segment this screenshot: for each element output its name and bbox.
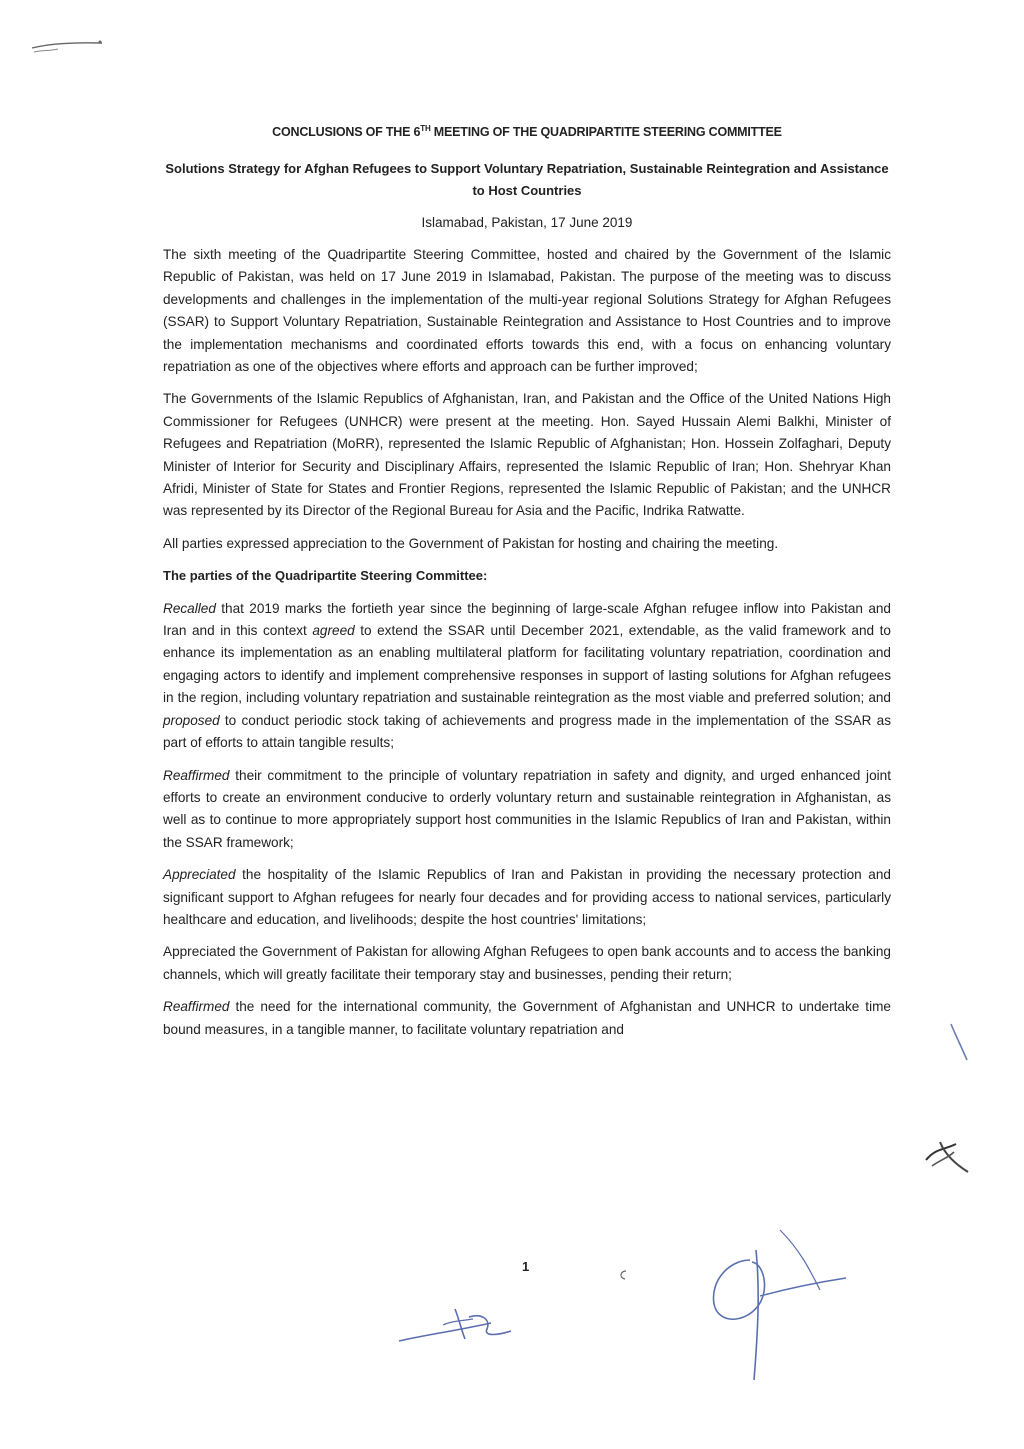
- stamp-scribble-top-left: [28, 34, 108, 62]
- section-heading: The parties of the Quadripartite Steering Committee:: [163, 568, 488, 584]
- emphasis-word: agreed: [312, 623, 355, 639]
- paragraph-participants: The Governments of the Islamic Republics of Afghanistan, Iran, and Pakistan and the Office of the United Nations High Commissioner for Refugees (UNHCR) were present at the meeting. Hon. Sayed Hussain Alemi Balkhi, Minister of Refugees and Repatriation (MoRR), represented the Islamic Republic of Afghanistan; Hon. Hossein Zolfaghari, Deputy Minister of Interior for Security and Disciplinary Affairs, represented the Islamic Republic of Iran; Hon. Shehryar Khan Afridi, Minister of State for States and Frontier Regions, represented the Islamic Republic of Pakistan; and the UNHCR was represented by its Director of the Regional Bureau for Asia and the Pacific, Indrika Ratwatte.: [163, 391, 891, 519]
- paragraph-appreciation: All parties expressed appreciation to the Government of Pakistan for hosting and chairing the meeting.: [163, 535, 779, 551]
- document-title: [163, 118, 891, 144]
- paragraph-text: the hospitality of the Islamic Republics of Iran and Pakistan in providing the necessary protection and significant support to Afghan refugees for nearly four decades and for providing access to national services, particularly healthcare and education, and livelihoods; despite the host countries' limitations;: [163, 867, 891, 927]
- paragraph-text: to conduct periodic stock taking of achievements and progress made in the implementation of the SSAR as part of efforts to attain tangible results;: [163, 712, 891, 751]
- paragraph-meeting-purpose: The sixth meeting of the Quadripartite Steering Committee, hosted and chaired by the Government of the Islamic Republic of Pakistan, was held on 17 June 2019 in Islamabad, Pakistan. The purpose of the meeting was to discuss developments and challenges in the implementation of the multi-year regional Solutions Strategy for Afghan Refugees (SSAR) to Support Voluntary Repatriation, Sustainable Reintegration and Assistance to Host Countries and to improve the implementation mechanisms and coordinated efforts towards this end, with a focus on enhancing voluntary repatriation as one of the objectives where efforts and approach can be further improved;: [163, 246, 891, 374]
- small-mark-bottom: [616, 1268, 630, 1282]
- margin-mark-right: [945, 1020, 975, 1065]
- lead-word: Appreciated: [163, 867, 236, 883]
- paragraph-text: their commitment to the principle of voluntary repatriation in safety and dignity, and urged enhanced joint efforts to create an environment conducive to orderly voluntary return and sustainable reintegration in Afghanistan, as well as to continue to more appropriately support host communities in the Islamic Republics of Iran and Pakistan, within the SSAR framework;: [163, 767, 891, 850]
- document-subtitle: Solutions Strategy for Afghan Refugees to Support Voluntary Repatriation, Sustainable Reintegration and Assistance to Host Countries: [165, 160, 889, 198]
- lead-word: Reaffirmed: [163, 999, 230, 1015]
- lead-word: Reaffirmed: [163, 767, 230, 783]
- paragraph-text: that 2019 marks the fortieth year since the beginning of large-scale Afghan refugee inflow into Pakistan and Iran and in this context: [163, 600, 891, 639]
- paragraph-appreciated-hospitality: [163, 864, 891, 931]
- paragraph-reaffirmed-need: [163, 996, 891, 1041]
- paragraph-recalled: [163, 598, 891, 755]
- lead-word: Recalled: [163, 600, 216, 616]
- paragraph-appreciated-banking: Appreciated the Government of Pakistan for allowing Afghan Refugees to open bank accounts and to access the banking channels, which will greatly facilitate their temporary stay and businesses, pending their return;: [163, 944, 891, 982]
- emphasis-word: proposed: [163, 712, 220, 728]
- signature-left: [395, 1295, 535, 1355]
- title-superscript: TH: [420, 124, 431, 133]
- initials-mark-right: [922, 1138, 972, 1178]
- page-number: 1: [522, 1259, 530, 1274]
- title-suffix: MEETING OF THE QUADRIPARTITE STEERING COMMITTEE: [430, 125, 782, 140]
- paragraph-text: to extend the SSAR until December 2021, extendable, as the valid framework and to enhance its implementation as an enabling multilateral platform for facilitating voluntary repatriation, coordination and engaging actors to identify and implement comprehensive responses in support of lasting solutions for Afghan refugees in the region, including voluntary repatriation and sustainable reintegration as the most viable and preferred solution; and: [163, 623, 891, 706]
- place-date: Islamabad, Pakistan, 17 June 2019: [421, 214, 633, 230]
- title-prefix: CONCLUSIONS OF THE 6: [272, 125, 421, 140]
- paragraph-reaffirmed: [163, 765, 891, 855]
- document-body: [163, 118, 891, 1051]
- paragraph-text: the need for the international community, the Government of Afghanistan and UNHCR to undertake time bound measures, in a tangible manner, to facilitate voluntary repatriation and: [163, 999, 891, 1037]
- signature-right: [660, 1220, 850, 1390]
